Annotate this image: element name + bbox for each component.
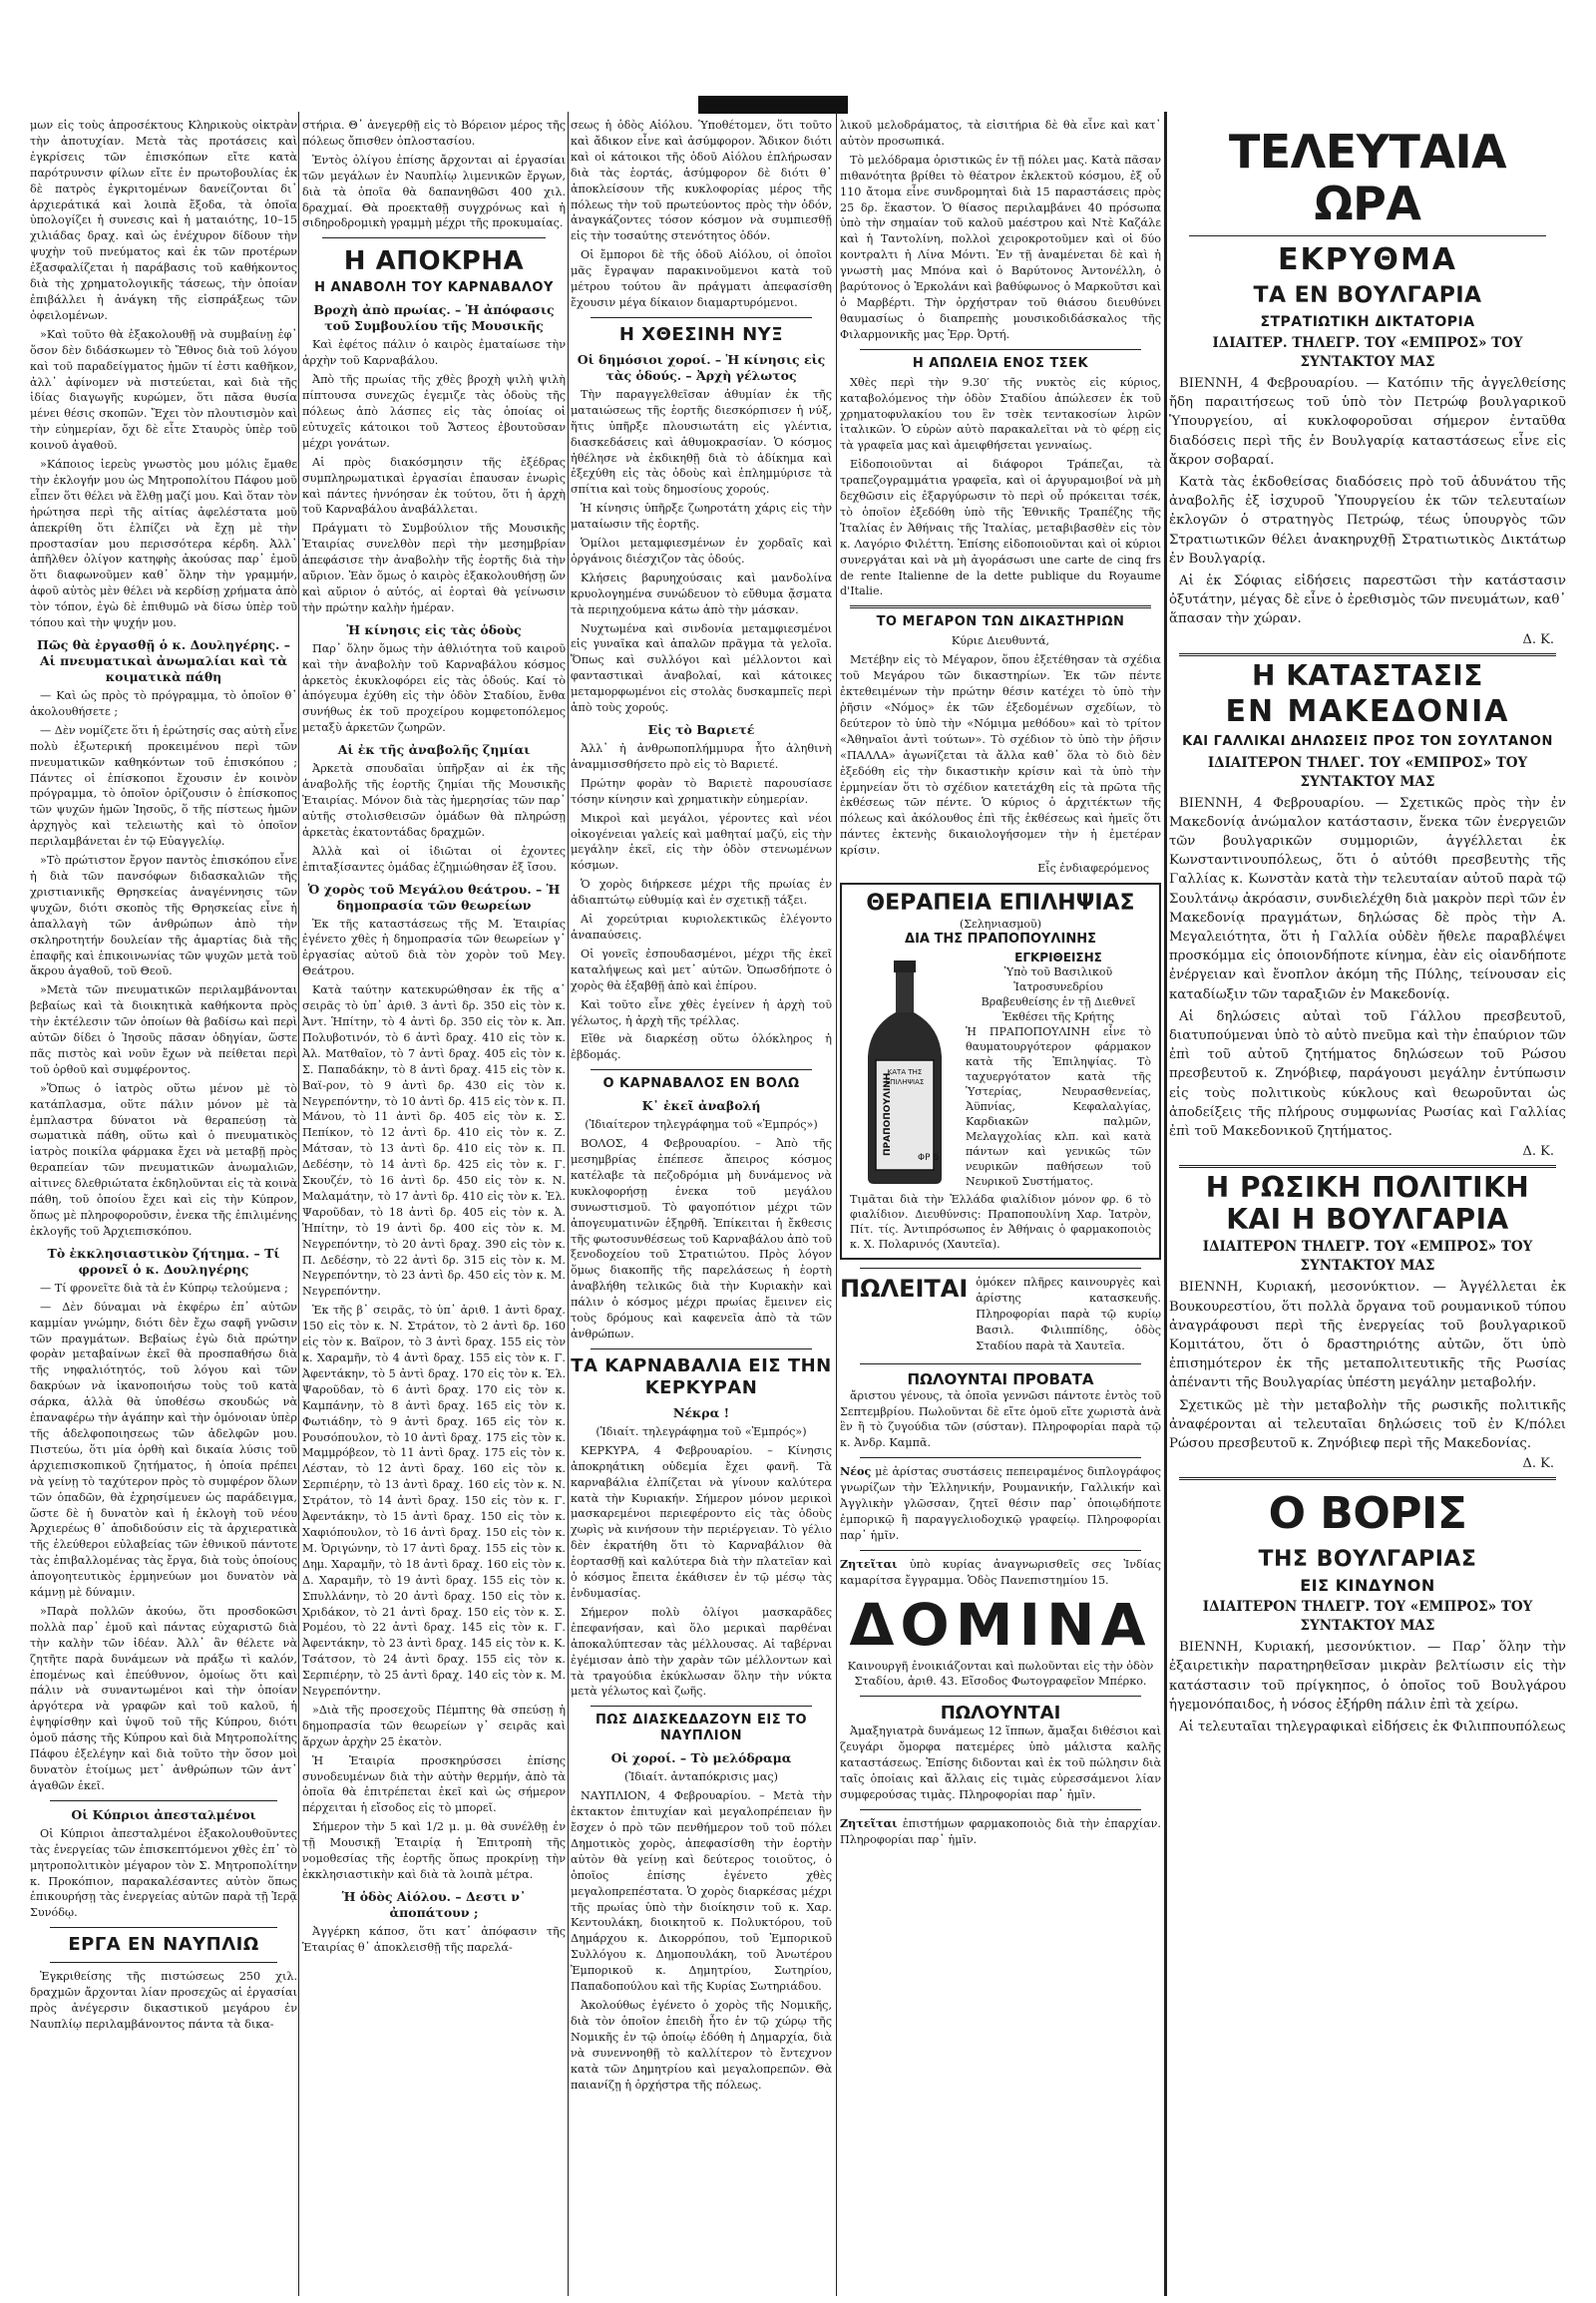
ad-text: Βραβευθείσης ἐν τῇ Διεθνεῖ Ἐκθέσει τῆς Κρήτης [981, 995, 1136, 1024]
article-text: Χθὲς περὶ τὴν 9.30′ τῆς νυκτὸς εἰς κύριος, καταβολόμενος τὴν ὁδὸν Σταδίου ἀπώλεσεν ἐκ τοῦ χρηματοφυλακίου του ἓν τσὲκ τεντακοσίων λιρῶν ἰταλικῶν. Ὁ εὑρὼν αὐτὸ παρακαλεῖται νὰ τὸ φέρῃ εἰς τὰ γραφεῖα μας καὶ ἀμειφθήσεται γενναίως. [840, 375, 1161, 453]
column-rule [298, 112, 299, 2296]
subheading: Βροχὴ ἀπὸ πρωίας. – Ἡ ἀπόφασις τοῦ Συμβουλίου τῆς Μουσικῆς [313, 302, 555, 334]
ad-text: ἐπιστήμων φαρμακοποιὸς διὰ τὴν ἐπαρχίαν. Πληροφορίαι παρ᾽ ἡμῖν. [840, 1816, 1161, 1846]
column-rule [836, 112, 837, 2296]
article-text: »Τὸ πρώτιστον ἔργον παντὸς ἐπισκόπου εἶνε ἡ διὰ τῶν πανσόφων διδασκαλιῶν τῆς χριστιανικῆς Θρησκείας ἀναγέννησις τῶν ψυχῶν, διότι σκοπὸς τῆς Θρησκείας εἶνε ἡ ἀπαλλαγὴ τῶν ἀνθρώπων ἀπὸ τὴν σκληροτητήν δουλείαν τῆς ἁμαρτίας διὰ τῆς ἐπαφῆς καὶ ἐπικοινωνίας τῶν ψυχῶν μετὰ τοῦ ἄκρου ἀγαθοῦ, τοῦ Θεοῦ. [30, 854, 297, 978]
article-text: ΚΕΡΚΥΡΑ, 4 Φεβρουαρίου. – Κίνησις ἀποκρηάτικη οὐδεμία ἔχει φανῆ. Τὰ καρναβάλια ἐλπίζεται νὰ γίνουν καλύτερα κατὰ τὴν Κυριακήν. Σήμερον μόνον μερικοὶ μασκαρεμένοι περιεφέροντο εἰς τὰς ὁδοὺς χωρὶς νὰ κινήσουν τὴν περιέργειαν. Τὸ γέλιο δὲν ἐκρατήθη ὅτι τὸ Καρναβάλιον θὰ ἑορτασθῇ καὶ καλύτερα διὰ τὴν πλατεῖαν καὶ ὁ κόσμος ἔπειτα ἐκάθισεν ἐν τῷ μέσῳ τὰς ἐνδυμασίας. [571, 1443, 832, 1600]
subheading: Εἰς τὸ Βαριετέ [647, 722, 755, 737]
article-text: »Διὰ τῆς προσεχοῦς Πέμπτης θὰ σπεύσῃ ἡ δημοπρασία τῶν θεωρείων γ᾽ σειρᾶς καὶ ἄρχων ἀρχὴν 25 ἑκατὸν. [302, 1703, 566, 1748]
headline-tsek: Η ΑΠΩΛΕΙΑ ΕΝΟΣ ΤΣΕΚ [912, 355, 1089, 371]
divider [860, 1457, 1141, 1458]
ad-title: Ζητεῖται [840, 1815, 898, 1830]
article-text: Ἐκ τῆς καταστάσεως τῆς Μ. Ἑταιρίας ἐγένετο χθὲς ἡ δημοπρασία τῶν θεωρείων γ᾽ ἐργασίας αὐτοῦ διὰ τὸν χορὸν τοῦ Μεγ. Θεάτρου. [302, 917, 566, 978]
dateline: ΙΔΙΑΙΤΕΡΟΝ ΤΗΛΕΓΡ. ΤΟΥ «ΕΜΠΡΟΣ» ΤΟΥ ΣΥΝΤΑΚΤΟΥ ΜΑΣ [1202, 1599, 1533, 1635]
ad-subtitle2: ΕΓΚΡΙΘΕΙΣΗΣ [1014, 951, 1102, 965]
article-text: Ὁμίλοι μεταμφιεσμένων ἐν χορδαῖς καὶ ὀργάνοις διέσχιζον τὰς ὁδούς. [571, 537, 832, 566]
divider [50, 1800, 277, 1801]
ad-zeteitai [840, 1557, 1161, 1589]
dateline: (Ἰδιαίτ. ἀνταπόκρισις μας) [623, 1770, 778, 1784]
medicine-bottle-icon [850, 957, 960, 1186]
article-text: — Δὲν νομίζετε ὅτι ἡ ἐρώτησίς σας αὐτὴ εἶνε πολὺ ἐξωτερική προκειμένου περὶ τῶν πνευματικῶν καθηκόντων τοῦ ἐπισκόπου ; Πάντες οἱ ἐπίσκοποι ἔχουσιν ἐν κοινὸν πρόγραμμα, τὸ ὁποῖον ὁρίζουσιν ὁ ἐπίσκοπος τῶν ψυχῶν ἡμῶν Ἰησοῦς, ὅ τῆς πίστεως ἡμῶν ἀρχηγὸς καὶ τελειωτὴς καὶ τὸ ὁποῖον περιλαμβάνεται ἐν τῷ Εὐαγγελίῳ. [30, 723, 297, 849]
divider [322, 237, 546, 238]
article-text: — Καὶ ὡς πρὸς τὸ πρόγραμμα, τὸ ὁποῖον θ᾽ ἀκολουθήσετε ; [30, 689, 297, 718]
signature: Δ. Κ. [1522, 1144, 1554, 1160]
column-4 [840, 118, 1161, 2292]
column-1 [30, 118, 297, 2292]
svg-text:ΚΑΤΑ ΤΗΣ: ΚΑΤΑ ΤΗΣ [887, 1068, 923, 1077]
subheading: Ὁ χορὸς τοῦ Μεγάλου θεάτρου. – Ἡ δημοπρασία τῶν θεωρείων [307, 881, 561, 913]
divider [860, 1809, 1141, 1810]
article-text: Ὁ χορὸς διήρκεσε μέχρι τῆς πρωίας ἐν ἀδιαπτώτῳ εὐθυμίᾳ καὶ ἐν σχετικῇ τάξει. [571, 878, 832, 908]
masthead-strip [698, 96, 848, 114]
svg-text:ΕΠΙΛΗΨΙΑΣ: ΕΠΙΛΗΨΙΑΣ [885, 1078, 925, 1087]
divider [1179, 1477, 1556, 1480]
article-text: Ἡ κίνησις ὑπῆρξε ζωηροτάτη χάρις εἰς τὴν ματαίωσιν τῆς ἑορτῆς. [571, 502, 832, 532]
article-text: Παρ᾽ ὅλην ὅμως τὴν ἀθλιότητα τοῦ καιροῦ καὶ τὴν ἀναβολὴν τοῦ Καρναβάλου κόσμος ἀρκετὸς ἐκυκλοφόρει εἰς τὰς ὁδούς. Καί τὸ ἀπόγευμα ἐχύθη εἰς τὴν ὁδὸν Σταδίου, ἔνθα συνήθως ἐκ τοῦ προχείρου κομφετοπόλεμος μεταξὺ ἀρκετῶν ζωηρῶν. [302, 641, 566, 735]
ad-text: ὑπὸ κυρίας ἀναγνωρισθεῖς σες Ἰνδίας καμαρίτσα ἔγγραμμα. Ὁδὸς Πανεπιστημίου 15. [840, 1557, 1161, 1587]
ad-text: Ὑπὸ τοῦ Βασιλικοῦ Ἰατροσυνεδρίου [1003, 965, 1113, 994]
ad-neos [840, 1464, 1161, 1544]
column-2 [302, 118, 566, 2292]
dateline: ΙΔΙΑΙΤΕΡΟΝ ΤΗΛΕΓΡ. ΤΟΥ «ΕΜΠΡΟΣ» ΤΟΥ ΣΥΝΤΑΚΤΟΥ ΜΑΣ [1202, 1239, 1533, 1275]
divider [860, 349, 1141, 350]
headline-kerkyra: ΤΑ ΚΑΡΝΑΒΑΛΙΑ ΕΙΣ ΤΗΝ ΚΕΡΚΥΡΑΝ [571, 1354, 832, 1398]
divider [1179, 1165, 1556, 1168]
ad-text: Ἀμαξηγιατρὰ δυνάμεως 12 ἵππων, ἄμαξαι διθέσιοι καὶ ζευγάρι ὄμορφα πατεμέρες ὑπὸ μάλιστα καλῆς καταστάσεως. Ἐπίσης διδονται καὶ ἐκ τοῦ πώλησιν διὰ ταῖς ὁποίαις καὶ ἄλλαις εἰς τιμὰς εὐρεσσάμενοι λίαν συμφερούσας τιμὰς. Πληροφορίαι παρ᾽ ἡμῖν. [840, 1725, 1161, 1801]
salutation: Κύριε Διευθυντά, [951, 634, 1050, 648]
headline-diktatoria: ΣΤΡΑΤΙΩΤΙΚΗ ΔΙΚΤΑΤΟΡΙΑ [1260, 314, 1475, 330]
headline-apokria: Η ΑΠΟΚΡΗΑ [343, 246, 525, 277]
subheading: Ἡ ὁδὸς Αἰόλου. – Δεστι ν᾽ ἀποπάτουν ; [341, 1888, 527, 1920]
headline-voulgaria: ΤΑ ΕΝ ΒΟΥΛΓΑΡΙΑ [1253, 283, 1482, 308]
divider [850, 605, 1151, 608]
article-text: Αἱ ἐκ Σόφιας εἰδήσεις παρεστῶσι τὴν κατάστασιν ὀξυτάτην, μέγας δὲ εἶνε ὁ ἐρεθισμὸς τῶν πνευμάτων, καθ᾽ ἅπασαν τὴν χώραν. [1169, 574, 1566, 627]
ad-paren: (Σεληνιασμοῦ) [959, 918, 1042, 932]
article-text: ΒΙΕΝΝΗ, 4 Φεβρουαρίου. — Κατόπιν τῆς ἀγγελθείσης ἤδη παραιτήσεως τοῦ ὑπὸ τὸν Πετρώφ βουλγαρικοῦ Ὑπουργείου, αἱ κυκλοφοροῦσαι σήμερον ἐνταῦθα διαδόσεις περὶ τῆς ἐν Βουλγαρίᾳ καταστάσεως εἶνε εἰς ἄκρον σοβαραί. [1169, 376, 1566, 468]
article-text: Οἱ ἔμποροι δὲ τῆς ὁδοῦ Αἰόλου, οἱ ὁποῖοι μᾶς ἔγραψαν παρακινοῦμενοι κατὰ τοῦ μέτρου τούτου ἂν πράγματι ἀπεφασίσθη ἔχουσιν μέγα δίκαιον διαμαρτυρόμενοι. [571, 248, 832, 309]
subheading: Πῶς θὰ ἐργασθῇ ὁ κ. Δουληγέρης. – Αἱ πνευματικαὶ ἀνωμαλίαι καὶ τὰ κοιματικὰ πάθη [37, 637, 290, 684]
dateline: (Ἰδιαίτ. τηλεγράφημα τοῦ «Ἐμπρός») [596, 1424, 807, 1438]
article-text: »Ὅπως ὁ ἰατρὸς οὕτω μένον μὲ τὸ κατάπλασμα, οὕτε πάλιν μόνον μὲ τὰ ἐμπλαστρα δύνατοι νὰ θεραπεύσῃ τὰ σωματικὰ πάθη, οὕτω καὶ ὁ πνευματικὸς ἰατρὸς ποικίλα φάρμακα ἔχει νὰ μεταβῇ πρὸς θεραπείαν τῶν πνευματικῶν ἀνωμαλιῶν, αἱτινες δλεθριώτατα ἐκδηλοῦνται εἰς τὰ κοινὰ πάθη, τοῦ ὁποίου ἔχει καὶ εἰς τὴν Κύπρον, ὅπως μὲ πληροφοροῦσιν, ἐνεκα τῆς ἐπιλιμένης ἐκλογῆς τοῦ Ἀρχιεπισκόπου. [30, 1081, 297, 1238]
article-text: Σήμερον πολὺ ὀλίγοι μασκαρᾶδες ἐπεφανήσαν, καὶ ὅλο μερικαὶ παρθέναι ἀποκαλύπτεσαν τὰς μέλλουσας. Αἱ ταβέρναι ἐγέμισαν ἀπὸ τὴν χαρὰν τῶν μέλλοντων καὶ τὰ τραγούδια ἐκύκλωσαν ὅλην τὴν νύκτα μετὰ γέλωτος καὶ ζωῆς. [571, 1605, 832, 1699]
article-text: Πράγματι τὸ Συμβούλιον τῆς Μουσικῆς Ἑταιρίας συνελθὸν περὶ τὴν μεσημβρίαν ἀπεφάσισε τὴν ἀναβολὴν τῆς ἑορτῆς διὰ τὴν αὔριον. Ἐὰν ὅμως ὁ καιρὸς ἐξακολουθήσῃ ὤν καὶ αὔριον ὁ αὐτός, αἱ ἑορταὶ θὰ γείνωσιν τὴν πρώτην καλὴν ἡμέραν. [302, 522, 566, 614]
subheading: Οἱ χοροί. – Τὸ μελόδραμα [610, 1750, 792, 1766]
subheading: Αἱ ἐκ τῆς ἀναβολῆς ζημίαι [337, 742, 531, 758]
article-text: Εἴθε νὰ διαρκέσῃ οὕτω ὁλόκληρος ἡ ἑβδομάς. [571, 1032, 832, 1062]
ad-epilepsy [840, 883, 1161, 1260]
article-text: Καὶ ἐφέτος πάλιν ὁ καιρὸς ἐματαίωσε τὴν ἀρχὴν τοῦ Καρναβάλου. [302, 338, 566, 368]
article-text: Καὶ τοῦτο εἶνε χθὲς ἐγείνεν ἡ ἀρχὴ τοῦ γέλωτος, ἡ ἀρχὴ τῆς τρέλλας. [571, 997, 832, 1027]
article-text: στήρια. Θ᾽ ἀνεγερθῇ εἰς τὸ Βόρειον μέρος τῆς πόλεως ὄπισθεν ὁπλοστασίου. [302, 119, 566, 148]
article-text: λικοῦ μελοδράματος, τὰ εἰσιτήρια δὲ θὰ εἶνε καὶ κατ᾽ αὐτὸν προσωπικά. [840, 119, 1161, 148]
subheading: Ἡ κίνησις εἰς τὰς ὁδοὺς [346, 621, 522, 637]
divider [1179, 653, 1556, 656]
article-text: Κλήσεις βαρυηχούσαις καὶ μανδολίνα κρυολογημένα συνώδευον τὸ εὔθυμα ᾄσματα τὰ περιηχούμενα κάτω ἀπὸ τὴν μάσκαν. [571, 571, 832, 616]
article-text: ΒΟΛΟΣ, 4 Φεβρουαρίου. – Ἀπὸ τῆς μεσημβρίας ἐπέπεσε ἄπειρος κόσμος κατέλαβε τὰ πεζοδρόμια μὴ δυνάμενος νὰ κυκλοφορήσῃ ἐνεκα τοῦ μεγάλου συνωστισμοῦ. Τὸ φαγοπότιον μέχρι τῶν ἀπογευματινῶν ἐξηρθῆ. Ἐπίκειται ἡ ἔκθεσις τῆς φωτοσυνθέσεως τοῦ Καρναβάλου ἀπὸ τοῦ ξενοδοχείου τοῦ Στρατιώτου. Πρὸς λόγον ὅμως διακοπῆς τῆς παρελάσεως ἡ ἑορτὴ ἀναβλήθη τελικῶς διὰ τὴν Κυριακὴν καὶ πάλιν ὁ κόσμος μέχρι πρωίας ἔμεινεν εἰς τοὺς δρόμους καὶ καφενεῖα ἀπὸ τὰ τῶν ἀνθρώπων. [571, 1137, 832, 1341]
divider [860, 1268, 1141, 1269]
article-text: Οἱ Κύπριοι ἀπεσταλμένοι ἐξακολουθοῦντες τὰς ἐνεργείας τῶν ἐπισκεπτόμενοι χθὲς ἐπ᾽ τὸ μητροπολιτικὸν μέγαρον τὸν Σ. Μητροπολίτην κ. Προκόπιον, παρακαλέσαντες αὐτὸν ὅπως ἐπικουρήσῃ τὰς ἐνεργείας αὐτῶν παρὰ τῇ Ἱερᾷ Συνόδῳ. [30, 1826, 297, 1920]
article-text: — Δὲν δύναμαι νὰ ἐκφέρω ἐπ᾽ αὐτῶν καμμίαν γνώμην, διότι δὲν ἔχω σαφῆ γνῶσιν τῶν πραγμάτων. Βεβαίως ἐγὼ διὰ πρώτην φορὰν μεταβαίνων ἐκεῖ θὰ προσπαθήσω διὰ τῆς νηφαλιότητός, τοῦ λόγου καὶ τῶν δακρύων νὰ ἱκανοποιήσω τοὺς τοῦ κατὰ σάρκα, ἀλλὰ θὰ ὑποθέσω σκουδώς νὰ ἐπαναφέρω τὴν ἀγάπην καὶ τὴν ὁμόνοιαν ὑπὲρ τῆς ἀδελφοποιησεως τῶν ἀδελφῶν μου. Πιστεύω, ὅτι μία ὁρθὴ καὶ δικαία λύσις τοῦ ἀρχιεπισκοπικοῦ ζητήματος, ἡ ὁποία πρέπει νὰ γείνῃ τὸ ταχύτερον πρὸς τὸ συμφέρον ὅλων τῶν ὁπαδῶν, θὰ ἐχρησίμευεν ὡς παράδειγμα, ὥστε δὲ ἡ δυνατὸν καὶ ἡ ἐκλογὴ τοῦ νέου Ἀρχιερέως θ᾽ ἀποδιδούσιν εἰς τὰ ἀρχιερατικὰ τῆς ἐλεύθεροι εὐλαβείας τῶν ἐθνικοῦ πάντοτε τὰς ἐπιβαλλομένας τὰς ἔργα, διὰ τοὺς ὁποίους ἀπογοητευτικὸς ἐρμηνεύων μοι δυνατὸν νὰ κάμνῃ μὲ δύναμιν. [30, 1300, 297, 1600]
article-text: Εἰδοποιοῦνται αἱ διάφοροι Τράπεζαι, τὰ τραπεζογραμμάτια γραφεῖα, καὶ οἱ ἀργυραμοιβοί νὰ μὴ δεχθῶσιν εἰς ἐξαργύρωσιν τὸ περὶ οὗ πρόκειται τσέκ, τὸ ὁποῖον ἐξεδόθη ὑπὸ τῆς Ἐθνικῆς Τραπέζης τῆς Ἰταλίας ἐν Ἀθήναις τῆς Ἰταλίας, μεταβιβασθὲν εἰς τὸν κ. Λαγόριο Φιλέττη. Ἐπίσης εἰδοποιοῦνται καὶ οἱ κύριοι συνεργάται καὶ νὰ μὴ ἀγοράσωσι une carte de cinq frs de rente Italienne de la dette publique du Royaume d'Italie. [840, 458, 1161, 598]
dateline: ΙΔΙΑΙΤΕΡ. ΤΗΛΕΓΡ. ΤΟΥ «ΕΜΠΡΟΣ» ΤΟΥ ΣΥΝΤΑΚΤΟΥ ΜΑΣ [1212, 335, 1523, 370]
ad-subtitle: ΔΙΑ ΤΗΣ ΠΡΑΠΟΠΟΥΛΙΝΗΣ [905, 932, 1096, 948]
article-text: Αἱ δηλώσεις αὐταὶ τοῦ Γάλλου πρεσβευτοῦ, διατυπούμεναι ὑπὸ τὸ αὐτὸ πνεῦμα καὶ τὴν ἐπαύριον τῶν ἐπὶ τοῦ αὐτοῦ ζητήματος δηλώσεων τοῦ Ρώσου πρεσβευτοῦ κ. Ζηνόβιεφ, παράγουσι μεγάλην ἐντύπωσιν εἰς τοὺς πολιτικοὺς κύκλους καὶ θεωροῦνται ὡς ἀποδείξεις τῆς πλήρους συμφωνίας Ρωσίας καὶ Γαλλίας ἐπὶ τοῦ Μακεδονικοῦ ζητήματος. [1169, 1008, 1566, 1140]
column-rule [568, 112, 569, 2296]
article-text: Ἀλλὰ καὶ οἱ ἰδιῶται οἱ ἐχοντες ἐπιταξίσαντες ὁμάδας ἐζημιώθησαν ἐξ ἴσου. [302, 844, 566, 874]
article-text: Ἐγκριθείσης τῆς πιστώσεως 250 χιλ. δραχμῶν ἄρχονται λίαν προσεχῶς αἱ ἐργασίαι πρὸς ἀνέγερσιν δικαστικοῦ μεγάρου ἐν Ναυπλίῳ περιλαμβάνοντος πάντα τὰ δικα- [30, 1970, 297, 2031]
ad-title: Νέος [840, 1464, 872, 1479]
signature: Δ. Κ. [1522, 1456, 1554, 1472]
article-text: Ἐντὸς ὀλίγου ἐπίσης ἄρχονται αἱ ἐργασίαι τῶν μεγάλων ἐν Ναυπλίῳ λιμενικῶν ἔργων, διὰ τὰ ὁποῖα θὰ δαπανηθῶσι 400 χιλ. δραχμαί. Θὰ προεκταθῇ συγχρόνως καὶ ἡ σιδηροδρομικὴ γραμμὴ μέχρι τῆς προκυμαίας. [302, 153, 566, 230]
article-text: ΒΙΕΝΝΗ, Κυριακή, μεσονύκτιον. — Παρ᾽ ὅλην τὴν ἐξαιρετικὴν παρατηρηθεῖσαν μικρὰν βελτίωσιν εἰς τὴν κατάστασιν τοῦ πρίγκηπος, ὁ ὁποῖος τοῦ Βουλγάρου ἡγεμονόπαιδος, ἡ νόσος ἐξήρθη πάλιν ἐπὶ τὰ χείρω. [1169, 1640, 1566, 1713]
headline-kai-voulgaria: ΚΑΙ Η ΒΟΥΛΓΑΡΙΑ [1226, 1203, 1509, 1237]
article-text: Κατὰ ταύτην κατεκυρώθησαν ἐκ τῆς α᾽ σειρᾶς τὸ ὑπ᾽ ἀριθ. 3 ἀντὶ δρ. 350 εἰς τὸν κ. Ἀντ. Ἡπίτην, τὸ 4 ἀντὶ δρ. 350 εἰς τὸν κ. Ἀπ. Πολυβοτινόν, τὸ 6 ἀντὶ δραχ. 410 εἰς τὸν κ. Ἀλ. Ματθαῖον, τὸ 7 ἀντὶ δραχ. 405 εἰς τὸν κ. Σ. Παπαδάκην, τὸ 8 ἀντὶ δραχ. 415 εἰς τὸν κ. Βαϊ-ρον, τὸ 9 ἀντὶ δρ. 430 εἰς τὸν κ. Νεγρεπόντην, τὸ 10 ἀντὶ δρ. 415 εἰς τὸν κ. Π. Μάνου, τὸ 11 ἀντὶ δρ. 405 εἰς τὸν κ. Σ. Πεπίκον, τὸ 12 ἀντὶ δρ. 410 εἰς τὸν κ. Ζ. Μάτσαν, τὸ 13 ἀντὶ δρ. 410 εἰς τὸν κ. Π. Δεδέσην, τὸ 14 ἀντὶ δρ. 425 εἰς τὸν κ. Γ. Σκουζέν, τὸ 16 ἀντὶ δρ. 450 εἰς τὸν κ. Ν. Μαλαμάτην, τὸ 17 ἀντὶ δρ. 410 εἰς τὸν κ. Ἑλ. Ψαροῦδαν, τὸ 18 ἀντὶ δρ. 405 εἰς τὸν κ. Ἀ. Ἡπίτην, τὸ 19 ἀντὶ δρ. 400 εἰς τὸν κ. Μ. Νεγρεπόντην, τὸ 20 ἀντὶ δραχ. 390 εἰς τὸν κ. Π. Δεδέσην, τὸ 22 ἀντὶ δρ. 315 εἰς τὸν κ. Μ. Νεγρεπόντην, τὸ 23 ἀντὶ δρ. 450 εἰς τὸν κ. Μ. Νεγρεπόντην. [302, 983, 566, 1299]
divider [591, 1706, 812, 1707]
article-text: Αἱ τελευταῖαι τηλεγραφικαὶ εἰδήσεις ἐκ Φιλιππουπόλεως [1179, 1719, 1566, 1734]
ad-poleitai [840, 1275, 1161, 1357]
article-text: Τὴν παραγγελθεῖσαν ἀθυμίαν ἐκ τῆς ματαιώσεως τῆς ἑορτῆς διεσκόρπισεν ἡ νύξ, ἥτις ὑπῆρξε πλουσιωτάτη εἰς γλέντια, διασκεδάσεις καὶ ἀθυμοκρασίαν. Ὁ κόσμος ἠθέλησε νὰ ἐκδικηθῇ διὰ τὸ ἀδίκημα καὶ ἐξεχύθη εἰς τὰς ὁδοὺς καὶ ἐπλημμύρισε τὰ σπίτια καὶ τοὺς δημοσίους χορούς. [571, 387, 832, 497]
article-text: ΒΙΕΝΝΗ, 4 Φεβρουαρίου. — Σχετικῶς πρὸς τὴν ἐν Μακεδονίᾳ ἀνώμαλον κατάστασιν, ἕνεκα τῶν ἐνεργειῶν τῶν βουλγαρικῶν συμμοριῶν, ἀγγέλλεται ἐκ Κωνσταντινουπόλεως, ὅτι ὁ αὐτόθι πρεσβευτὴς τῆς Γαλλίας κ. Κωνστὰν κατὰ τὴν τελευταίαν αὐτοῦ παρὰ τῷ Σουλτάνῳ ἀκρόασιν, συνδιελέχθη διὰ μακρὸν περὶ τῶν ἐν Μακεδονίᾳ πραγμάτων, δηλώσας δὲ πρὸς τὴν Α. Μεγαλειότητα, ὅτι ἡ Γαλλία οὐδὲν ἤθελε παραβλέψει προσκόμμα εἰς ὁποιονδήποτε κίνημα, ἐὰν εἰς οἰανδήποτε ἐνέργειαν καὶ ἔνοπλον ἀκόμη τῆς Πύλης, τείνουσαν εἰς καταδίωξιν τῶν ταραξιῶν ἐν Μακεδονίᾳ. [1169, 795, 1566, 1002]
article-text: »Καὶ τοῦτο θὰ ἐξακολουθῇ νὰ συμβαίνῃ ἐφ᾽ ὅσον δὲν διδάσκωμεν τὸ Ἔθνος διὰ τοῦ λόγου καὶ τοῦ παραδείγματος ἡμῶν τί ἐστι καθῆκον, ἀλλ᾽ ἀφίνομεν νὰ πιστεύεται, καὶ διὰ τῆς ἰδίας διαγωγῆς κυρώμεν, ὅτι πᾶσα θυσία μένει θέσις σκοπῶν. Ἔχει τὸν πλουτισμὸν καὶ τὴν εὐημερίαν, ὄχι δὲ εἶτε Σταυρὸς ὑπὲρ τοῦ κοινοῦ ἀγαθοῦ. [30, 327, 297, 453]
article-text: Οἱ γονεῖς ἐσπουδασμένοι, μέχρι τῆς ἐκεῖ καταλήψεως καὶ μετ᾽ αὐτῶν. Ὀπωσδήποτε ὁ χορὸς θὰ ἐξαβθῇ ἀπὸ καὶ ἐπίρου. [571, 947, 832, 992]
headline-erga: ΕΡΓΑ ΕΝ ΝΑΥΠΛΙΩ [68, 1934, 259, 1956]
article-text: σεως ἡ ὁδὸς Αἰόλου. Ὑποθέτομεν, ὅτι τοῦτο καὶ ἄδικον εἶνε καὶ ἀσύμφορον. Ἄδικον διότι καὶ οἱ κάτοικοι τῆς ὁδοῦ Αἰόλου ἐπλήρωσαν διὰ τὰς ἑορτάς, ἀσύμφορον δὲ διότι θ᾽ ἀποκλείσουν τῆς κυκλοφορίας μέρος τῆς πόλεως τὴν τοῦ πρωτεύοντος πρὸς τὴν ὁδόν, ἀναγκάζοντες τόσον κόσμον νὰ συμπιεσθῇ εἰς τὴν τοσαύτης στενότητος ὁδόν. [571, 119, 832, 243]
headline-ekrythma: ΕΚΡΥΘΜΑ [1277, 242, 1458, 277]
ad-text: Ἡ ΠΡΑΠΟΠΟΥΛΙΝΗ εἶνε τὸ θαυματουργότερον φάρμακον κατὰ τῆς Ἐπιληψίας. Τὸ ταχυεργότατον κατὰ τῆς Ὑστερίας, Νευρασθενείας, Ἀϋπνίας, Κεφαλαλγίας, Καρδιακῶν παλμῶν, Μελαγχολίας κλπ. καὶ κατὰ πάντων καὶ γενικῶς τῶν νευρικῶν παθήσεων τοῦ Νευρικοῦ Συστήματος. [966, 1025, 1151, 1189]
article-text: Κατὰ τὰς ἐκδοθείσας διαδόσεις πρὸ τοῦ ἀδυνάτου τῆς ἀναβολῆς ἐξ ἰσχυροῦ Ὑπουργείου ἐκ τῶν τελευταίων ἐκλογῶν ὁ στρατηγὸς Πετρώφ, τέως ὑπουργὸς τῶν Στρατιωτικῶν θέλει ἀνακηρυχθῇ Στρατιωτικὸς Δικτάτωρ ἐν Βουλγαρίᾳ. [1169, 475, 1566, 567]
column-rule [1164, 112, 1167, 2296]
headline-makedonia: ΕΝ ΜΑΚΕΔΟΝΙΑ [1225, 693, 1510, 729]
ad-zeteitai-2 [840, 1816, 1161, 1848]
article-text: Αἱ πρὸς διακόσμησιν τῆς ἐξέδρας συμπληρωματικαὶ ἐργασίαι ἐπαυσαν ἐνωρὶς καὶ πάντες ἠννόησαν ἐκ τούτου, ὅτι ἡ ἀρχὴ τοῦ Καρναβάλου ἀναβάλλεται. [302, 455, 566, 517]
article-text: Νυχτωμένα καὶ σινδονία μεταμφιεσμένοι εἰς γυναῖκα καὶ ἀπαλῶν πρᾶγμα τὰ γελοῖα. Ὅπως καὶ συλλόγοι καὶ μέλλοντοι καὶ φανταστικαὶ ἀναβολαί, καὶ κάτοικες μεταμορφωμένοι εἰς στολὰς δυσκαμπεῖς περὶ ἀπὸ τοὺς χορούς. [571, 621, 832, 715]
headline-megaron: ΤΟ ΜΕΓΑΡΟΝ ΤΩΝ ΔΙΚΑΣΤΗΡΙΩΝ [876, 614, 1125, 630]
svg-text:ΠΡΑΠΟΠΟΥΛΙΝΗ: ΠΡΑΠΟΠΟΥΛΙΝΗ [883, 1072, 893, 1157]
headline-voris: Ο ΒΟΡΙΣ [1268, 1488, 1467, 1540]
headline-teleftaia-ora: ΤΕΛΕΥΤΑΙΑ ΩΡΑ [1228, 125, 1507, 230]
subheading: Οἱ Κύπριοι ἀπεσταλμένοι [71, 1806, 256, 1822]
article-text: Ἀλλ᾽ ἡ ἀνθρωποπλήμμυρα ἦτο ἀληθινὴ ἀναμμισσθήσετο πρὸ εἰς τὸ Βαριετέ. [571, 742, 832, 771]
dateline: ΙΔΙΑΙΤΕΡΟΝ ΤΗΛΕΓ. ΤΟΥ «ΕΜΠΡΟΣ» ΤΟΥ ΣΥΝΤΑΚΤΟΥ ΜΑΣ [1207, 754, 1528, 790]
headline-kindynon: ΕΙΣ ΚΙΝΔΥΝΟΝ [1300, 1576, 1435, 1596]
ad-title: ΠΩΛΟΥΝΤΑΙ [940, 1703, 1061, 1725]
headline-xthesini-nyx: Η ΧΘΕΣΙΝΗ ΝΥΞ [618, 323, 784, 345]
ad-price: Τιμᾶται διὰ τὴν Ἑλλάδα φιαλίδιον μόνον φρ. 6 τὸ φιαλίδιον. Διευθύνσις: Πραποπουλίνη Χαρ. Ἰατρὸν, Πίτ. τίς. Ἀντιπρόσωπος ἐν Ἀθήναις ὁ φαρμακοποιὸς κ. Χ. Πολαρινός (Χαυτεῖα). [850, 1193, 1151, 1252]
article-text: Μετέβην εἰς τὸ Μέγαρον, ὅπου ἐξετέθησαν τὰ σχέδια τοῦ Μεγάρου τῶν δικαστηρίων. Ἐκ τῶν πέντε ἐκτεθειμένων τὴν πρώτην θέσιν κατέχει τὸ ὑπὸ τὴν ῥῆσιν «Νόμος» ἐκ τῶν ἐξεδομένων σχεδίων, τὸ δεύτερον τὸ ὑπὸ τὴν «Νόμιμα μεθόδου» καὶ τὸ τρίτον «Ἀθηναῖοι ἀντὶ τούτων». Τὸ σχέδιον τὸ ὑπὸ τὴν ῥῆσιν «ΠΑΛΛΑ» ἀγωνίζεται τὰ ἄλλα καθ᾽ ὅλα τὸ διὸ δὲν ἐξεδόθη εἰς τὴν δικαστικὴν κρίσιν καὶ τὰ ὑπὸ τὴν ἐρμηνείαν ὅτι τὸ σχέδιον κατετάχθη εἰς τὰ πρῶτα τῆς ἐκθέσεως τῶν πέντε. Ὁ κύριος ὁ ἀρχιτέκτων τῆς πόλεως καὶ ἀκόλουθος ἐπὶ τῆς ἐκθέσεως καὶ ἡμεῖς ὅτι πάντες ἐκτενὴς δικαιολογήσομεν τὴν ἡ ἐμετέραν κρίσιν. [840, 653, 1161, 858]
article-text: ΒΙΕΝΝΗ, Κυριακή, μεσονύκτιον. — Ἀγγέλλεται ἐκ Βουκουρεστίου, ὅτι πολλὰ ὄργανα τοῦ ρουμανικοῦ τύπου ἀναγράφουσι περὶ τῆς ἐνεργείας τοῦ βουλγαρικοῦ Κομιτάτου, ὅτι ὁ δραστηριότης αὐτῶν, ὅτι ὑπὸ ἐπισημότερον ἐκ τῆς μεταπολιτευτικῆς τῆς Ρωσίας ἀπέναντι τῆς Βουλγαρίας ὑπέστη μεγάλην μεταβολήν. [1169, 1280, 1566, 1391]
article-text: Ἀγγέρκη κάποσ, ὅτι κατ᾽ ἀπόφασιν τῆς Ἑταιρίας θ᾽ ἀποκλεισθῇ τῆς παρελά- [302, 1924, 566, 1954]
subheading: Τὸ ἐκκλησιαστικὸν ζήτημα. – Τί φρονεῖ ὁ κ. Δουληγέρης [47, 1245, 280, 1277]
article-text: Ἐκ τῆς β᾽ σειρᾶς, τὸ ὑπ᾽ ἀριθ. 1 ἀντὶ δραχ. 150 εἰς τὸν κ. Ν. Στράτον, τὸ 2 ἀντὶ δρ. 160 εἰς τὸν κ. Βαϊρον, τὸ 3 ἀντὶ δραχ. 155 εἰς τὸν κ. Χαραμῆν, τὸ 4 ἀντὶ δραχ. 155 εἰς τὸν κ. Γ. Ἀφεντάκην, τὸ 5 ἀντὶ δραχ. 170 εἰς τὸν κ. Ἑλ. Ψαροῦδαν, τὸ 6 ἀντὶ δραχ. 170 εἰς τὸν κ. Καμπάνην, τὸ 8 ἀντὶ δραχ. 165 εἰς τὸν κ. Φωτιάδην, τὸ 9 ἀντὶ δραχ. 165 εἰς τὸν κ. Ρουσόπουλον, τὸ 10 ἀντὶ δραχ. 175 εἰς τὸν κ. Μαμμρόβεον, τὸ 11 ἀντὶ δραχ. 175 εἰς τὸν κ. Λέσταν, τὸ 12 ἀντὶ δραχ. 160 εἰς τὸν κ. Σερπιέρην, τὸ 13 ἀντὶ δραχ. 160 εἰς τὸν κ. Ν. Στράτον, τὸ 14 ἀντὶ δραχ. 150 εἰς τὸν κ. Γ. Ἀφεντάκην, τὸ 15 ἀντὶ δραχ. 150 εἰς τὸν κ. Χαφιόπουλον, τὸ 16 ἀντὶ δραχ. 150 εἰς τὸν κ. Μ. Ὀριγώνην, τὸ 17 ἀντὶ δραχ. 155 εἰς τὸν κ. Δημ. Χαραμῆν, τὸ 18 ἀντὶ δραχ. 160 εἰς τὸν κ. Δ. Χαραμῆν, τὸ 19 ἀντὶ δραχ. 155 εἰς τὸν κ. Σπυλλάνην, τὸ 20 ἀντὶ δραχ. 150 εἰς τὸν κ. Χριδάκον, τὸ 21 ἀντὶ δραχ. 150 εἰς τὸν κ. Σ. Ρομέου, τὸ 22 ἀντὶ δραχ. 145 εἰς τὸν κ. Γ. Ἀφεντάκην, τὸ 23 ἀντὶ δραχ. 145 εἰς τὸν κ. Κ. Τσάτσον, τὸ 24 ἀντὶ δραχ. 155 εἰς τὸν κ. Σερπιέρην, τὸ 25 ἀντὶ δραχ. 140 εἰς τὸν κ. Μ. Νεγρεπόντην. [302, 1304, 566, 1699]
article-text: Σχετικῶς μὲ τὴν μεταβολὴν τῆς ρωσικῆς πολιτικῆς ἀναφέρονται αἱ τελευταῖαι δηλώσεις τοῦ ἐν Κ/πόλει Ρώσου πρεσβευτοῦ κ. Ζηνόβιεφ περὶ τῆς Μακεδονίας. [1169, 1397, 1566, 1451]
divider [591, 1069, 812, 1070]
ad-text: Καινουργῆ ἐνοικιάζονται καὶ πωλοῦνται εἰς τὴν ὁδὸν Σταδίου, ἀριθ. 43. Εἴσοδος Φωτογραφεῖον Μπέρκο. [847, 1659, 1154, 1689]
article-text: »Μετὰ τῶν πνευματικῶν περιλαμβάνονται βεβαίως καὶ τὰ διοικητικὰ καθήκοντα πρὸς τὴν ἐκτέλεσιν τῶν ὁποίων θὰ βαδίσω καὶ περὶ αὐτῶν δίδει ὁ Ἰησοῦς πᾶσαν ὁδηγίαν, ὥστε πᾶς πιστὸς καὶ νοῦν ἔχων νὰ πείθεται περὶ τοῦ ὀρθοῦ καὶ συμφέροντος. [30, 983, 297, 1076]
divider [860, 1550, 1141, 1551]
ad-domina-title: ΔΟΜΙΝΑ [849, 1590, 1152, 1659]
article-text: Ἀπὸ τῆς πρωίας τῆς χθὲς βροχὴ ψιλὴ ψιλὴ πίπτουσα συνεχῶς ἐγεμιζε τὰς ὁδοὺς τῆς πόλεως ἀπὸ λάσπες εἰς τὰς ὁποίας οἱ εὐτυχεῖς κάτοικοι τοῦ Ἄστεος ἐβουτοῦσαν μέχρι γονάτων. [302, 373, 566, 450]
ad-title: ΠΩΛΟΥΝΤΑΙ ΠΡΟΒΑΤΑ [907, 1369, 1094, 1388]
headline-rosiki: Η ΡΩΣΙΚΗ ΠΟΛΙΤΙΚΗ [1205, 1171, 1530, 1205]
headline-nafplio: ΠΩΣ ΔΙΑΣΚΕΔΑΖΟΥΝ ΕΙΣ ΤΟ ΝΑΥΠΛΙΟΝ [595, 1713, 808, 1744]
headline-galikai: ΚΑΙ ΓΑΛΛΙΚΑΙ ΔΗΛΩΣΕΙΣ ΠΡΟΣ ΤΟΝ ΣΟΥΛΤΑΝΟΝ [1182, 733, 1553, 749]
divider [591, 317, 812, 318]
headline-volos: Ο ΚΑΡΝΑΒΑΛΟΣ ΕΝ ΒΟΛΩ [602, 1076, 800, 1092]
column-5 [1169, 118, 1566, 2292]
article-text: Ἀκολούθως ἐγένετο ὁ χορὸς τῆς Νομικῆς, διὰ τὸν ὁποῖον ἐπειδὴ ἦτο ἐν τῷ χώρῳ τῆς Νομικῆς ἐν τῷ ὁποίῳ ἐδόθη ἡ Δημαρχία, διὰ νὰ συνεννοηθῇ τὸ καλλίτερον τὸ ἔντεχνον κατὰ τῶν Δημητρίου καὶ μεγαλοπρεπῶν. Θὰ παιανίζῃ ἡ ὀρχήστρα τῆς πόλεως. [571, 1999, 832, 2092]
signature: Δ. Κ. [1522, 631, 1554, 647]
subheading: Κ᾽ ἐκεῖ ἀναβολή [641, 1098, 761, 1114]
article-text: Μικροὶ καὶ μεγάλοι, γέροντες καὶ νέοι οἰκογένειαι γαλείς καὶ μαθηταί μαζύ, εἰς τὴν μεγάλην ἐκεῖ, εἰς τὴν ὁδὸν στενωμένων κόσμων. [571, 811, 832, 873]
headline-tis-voulgarias: ΤΗΣ ΒΟΥΛΓΑΡΙΑΣ [1258, 1547, 1477, 1573]
ad-title: Ζητεῖται [840, 1556, 898, 1571]
article-text: Ἀρκετὰ σπουδαῖαι ὑπῆρξαν αἱ ἐκ τῆς ἀναβολῆς τῆς ἑορτῆς ζημίαι τῆς Μουσικῆς Ἑταιρίας. Μόνον διὰ τὰς ἡμερησίας τῶν παρ᾽ αὐτῆς στολισθεισῶν ὁμάδων θὰ πληρώσῃ ἀρκετὰς ἑκατοντάδας δραχμῶν. [302, 762, 566, 839]
headline-anavoli: Η ΑΝΑΒΟΛΗ ΤΟΥ ΚΑΡΝΑΒΑΛΟΥ [314, 280, 554, 296]
article-text: μων εἰς τοὺς ἀπροσέκτους Κληρικοὺς οἰκτρὰν τὴν ἀποτυχίαν. Μετὰ τὰς προτάσεις καὶ ἐγκρίσεις τῶν ἐπισκόπων εἴτε κατὰ παρότρυνσιν φίλων εἴτε ἐν πρωτοβουλίας ἐκ δὲ πατρὸς ἐγκριτομένων δανείζονται δι᾽ ἀρχιεράτικά καὶ λοιπὰ ἔξοδα, τὰ ὁποῖα ὑπολογίζει ἡ συνεσις καὶ ἡ ματαιότης, 10–15 χιλιάδας δραχ. καὶ ὡς ἐνέχυρον δίδουν τὴν ψυχὴν τοῦ πνεύματος καὶ ἐκ τῶν προτέρων ἐξασφαλίζεται ἡ παράβασις τοῦ καθήκοντος διὰ τὴς χρηματολογικῆς τάσεως, τὴν ὁποίαν ἐπιβάλλει ἡ ἀνάγκη τῆς εἰσπράξεως τῶν ὀφειλομένων. [30, 119, 297, 322]
ad-text: μὲ ἀρίστας συστάσεις πεπειραμένος διπλογράφος γνωρίζων τὴν Ἑλληνικήν, Ρουμανικήν, Γαλλικήν καὶ Ἀγγλικὴν γλῶσσαν, ζητεῖ θέσιν παρ᾽ ὁποιῳδήποτε ἐμπορικῷ ἢ παραγγελιοδοχικῷ γραφείῳ. Πληροφορίαι παρ᾽ ἡμῖν. [840, 1465, 1161, 1542]
divider [50, 1962, 277, 1963]
column-3 [571, 118, 832, 2292]
svg-text:ΦΡ 6: ΦΡ 6 [918, 1153, 940, 1164]
signature: Εἷς ἐνδιαφερόμενος [1037, 862, 1149, 876]
headline-katastasis: Η ΚΑΤΑΣΤΑΣΙΣ [1252, 658, 1483, 692]
article-text: Αἱ χορεύτριαι κυριολεκτικῶς ἐλέγοντο ἀναπαύσεις. [571, 913, 832, 942]
divider [50, 1927, 277, 1928]
divider [860, 1696, 1141, 1697]
article-text: »Κάποιος ἱερεὺς γνωστὸς μου μόλις ἔμαθε τὴν ἐκλογήν μου ὡς Μητροπολίτου Πάφου μοῦ εἶπεν ὅτι θέλει νὰ ἔλθῃ μαζί μου. Καὶ ὅταν τὸν ἠρώτησα περὶ τῆς αἰτίας ἀφελέστατα μοῦ ἀπεκρίθη ὅτι ἐλπίζει νὰ ἔχῃ μὲ τὴν προστασίαν μου περισσότερα κέρδη. Ἀλλ᾽ ἀπῆλθεν ὀλίγον κατηφὴς ἀκούσας παρ᾽ ἐμοῦ ὅτι διαφωνοῦμεν καθ᾽ ὅλην τὴν γραμμήν, ἀφοῦ αὐτὸς μὲν θέλει νὰ κερδίσῃ χρήματα ἀπὸ τὸν τόπον, ἐγὼ δὲ ἐπιθυμῶ νὰ δίσω ὑπὲρ τοῦ τόπου καὶ τὴν ψυχήν μου. [30, 458, 297, 630]
dateline: (Ἰδιαίτερον τηλεγράφημα τοῦ «Ἐμπρός») [585, 1118, 818, 1132]
article-text: »Παρὰ πολλῶν ἀκούω, ὅτι προσδοκῶσι πολλὰ παρ᾽ ἐμοῦ καὶ πάντας εὐχαριστῶ διὰ τὴν καλὴν τῶν ἰδέαν. Ἀλλ᾽ ἂν θέλετε νὰ ζητῆτε παρὰ δυνάμεων νὰ πράξω τὶ καλόν, ἐπομένως καὶ ἐπεύθυνον, ὁμοίως ὅτι καὶ πάλιν νὰ συναντωμένοι καὶ τὴν ὁποίαν ἀργότερα νὰ γραφῶν καὶ τοῦ καλοῦ, ἡ ἐψηφίσθην καὶ ὑψοῦ τοῦ τῆς Κύπρου, διότι ὁμοῦ πάσης τῆς Κύπρου καὶ διὰ Μητροπολίτης Πάφου ἐξελέγην καὶ διὰ τοῦτο τὴν ὅσον μοὶ δυνατὸν ἑτοίμως μετ᾽ ἀνθρώπων τῶν ἀντ᾽ ἀγαθῶν ἐκεῖ. [30, 1604, 297, 1792]
article-text: — Τί φρονεῖτε διὰ τὰ ἐν Κύπρῳ τελούμενα ; [40, 1281, 288, 1295]
ad-title: ΠΩΛΕΙΤΑΙ [840, 1275, 969, 1304]
article-text: ΝΑΥΠΛΙΟΝ, 4 Φεβρουαρίου. – Μετὰ τὴν ἐκτακτον ἐπιτυχίαν καὶ μεγαλοπρέπειαν ἣν ἔσχεν ὁ πρὸ τῶν πενθήμερον τοῦ τοῦ πόλει Δημοτικὸς χορὸς, ἀπεφασίσθη τὴν ἑορτὴν αὐτὸν θὰ γείνῃ καὶ δεύτερος τοιοῦτος, ὁ ὁποῖος ἐπίσης ἐγένετο χθὲς μεγαλοπρεπέστατα. Ὁ χορὸς διαρκέσας μέχρι τῆς πρωίας ὑπὸ τὴν διοίκησιν τοῦ κ. Χαρ. Κεντουλάκη, διοικητοῦ κ. Πολυκτόρου, τοῦ Δημάρχου κ. Δικορρόπου, τοῦ Ἐμπορικοῦ Συλλόγου κ. Δημοπουλάκη, τοῦ Ἀνωτέρου Ἐμπορικοῦ κ. Δημητρίου, Σωτηρίου, Παπαδοπούλου καὶ τῆς Κυρίας Σωτηριάδου. [571, 1789, 832, 1994]
article-text: Ἡ Ἑταιρία προσκηρύσσει ἐπίσης συνοδευμένων διὰ τὴν αὐτὴν θερμήν, ἀπὸ τὰ ὁποῖα θὰ ἐπιτρέπεται ἐκεῖ καὶ ὡς σήμερον πέρχειται ἡ εἴσοδος εἰς τὸ μπορεῖ. [302, 1753, 566, 1815]
subheading: Οἱ δημόσιοι χοροί. – Ἡ κίνησις εἰς τὰς ὁδούς. – Ἀρχὴ γέλωτος [577, 351, 826, 383]
ad-text: ἄριστου γένους, τὰ ὁποῖα γεννῶσι πάντοτε ἐντὸς τοῦ Σεπτεμβρίου. Πωλοῦνται δὲ εἴτε ὁμοῦ εἴτε χωριστὰ ἀνὰ ἓν ἢ τὸ ζυγούδια τῶν (σύσταν). Πληροφορίαι παρὰ τῷ κ. Ἀνδρ. Καμπᾶ. [840, 1388, 1161, 1450]
ad-title: ΘΕΡΑΠΕΙΑ ΕΠΙΛΗΨΙΑΣ [866, 891, 1135, 917]
article-text: Πρώτην φορὰν τὸ Βαριετὲ παρουσίασε τόσην κίνησιν καὶ χρηματικὴν εὐημερίαν. [571, 776, 832, 806]
article-text: Σήμερον τὴν 5 καὶ 1/2 μ. μ. θὰ συνέλθῃ ἐν τῇ Μουσικῇ Ἑταιρίᾳ ἡ Ἐπιτροπὴ τῆς νομοθεσίας τῆς ἑορτῆς ὅπως προκρίνῃ τὴν ἐκκλησιαστικὴν καὶ διὰ τὰ λοιπὰ μέτρα. [302, 1820, 566, 1881]
divider [860, 1363, 1141, 1364]
article-text: Τὸ μελόδραμα ὁριστικῶς ἐν τῇ πόλει μας. Κατὰ πᾶσαν πιθανότητα βρίθει τὸ θέατρον ἐκλεκτοῦ κόσμου, ἐξ οὗ 110 ἄτομα εἶνε συνδρομηταὶ διὰ 15 παραστάσεις πρὸς 25 δρ. ἕκαστον. Ὁ θίασος περιλαμβάνει 40 πρόσωπα ὑπὸ τὴν σημαίαν τοῦ καλοῦ μαέστρου καὶ Ντὲ Καζάλε καὶ ἡ Ταντολίνη, πολλοὶ χειροκροτοῦμεν καὶ οἱ δύο κοντραλτι ἡ Λίνα Μόντι. Ἐν τῇ ἀναμένεται δὲ καὶ ἡ γνωστὴ μας Μπόνα καὶ ὁ Βαρύτονος Ἀντονέλλη, ὁ βαρύτονος ὁ Ἐρκολάνι καὶ βαθύφωνος ὁ Μαρκοῦτσι καὶ ὁ Μαρβέρτι. Τὴν ὀρχήστραν τοῦ θιάσου διευθύνει θαυμασίως ὁ διαπρεπὴς μουσικοδιδάσκαλος τῆς Φιλαρμονικῆς μας Ἐρρ. Ὀρτή. [840, 153, 1161, 341]
divider [1189, 235, 1546, 236]
subheading: Νέκρα ! [672, 1404, 730, 1420]
ad-text: ὁμόκεν πλῆρες καινουργὲς καὶ ἀρίστης κατασκευῆς. Πληροφορίαι παρὰ τῷ κυρίῳ Βασιλ. Φιλιππίδης, ὁδὸς Σταδίου παρὰ τὰ Χαυτεῖα. [976, 1276, 1161, 1352]
divider [591, 1348, 812, 1349]
